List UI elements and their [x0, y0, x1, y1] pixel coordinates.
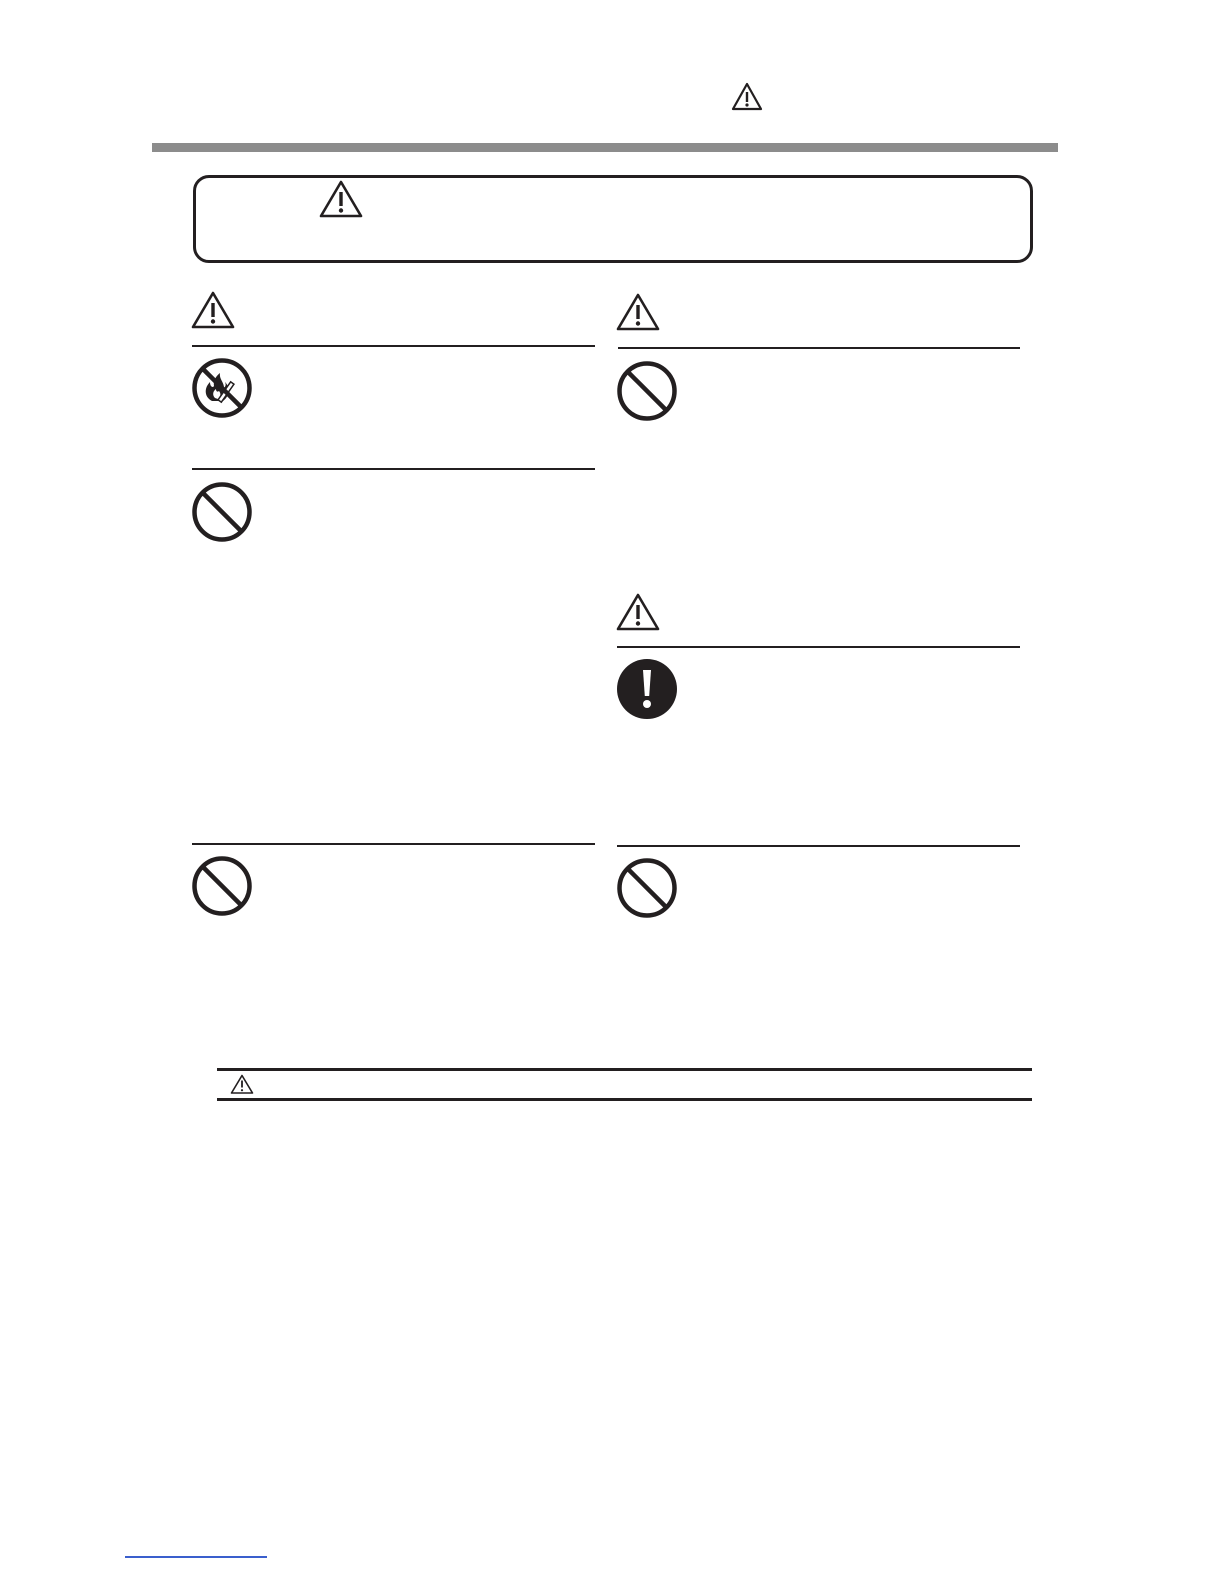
prohibited-circle-icon: [191, 481, 253, 543]
header-bar: [152, 143, 1058, 152]
left-divider-1: [192, 345, 595, 347]
note-warning-icon: [230, 1074, 254, 1095]
right-divider-2: [617, 646, 1020, 648]
prohibited-circle-icon: [191, 855, 253, 917]
prohibited-circle-icon: [616, 857, 678, 919]
right-divider-1: [618, 347, 1020, 349]
footer-link-underline[interactable]: [125, 1556, 267, 1558]
mandatory-exclamation-icon: [616, 658, 678, 720]
left-divider-3: [192, 843, 595, 845]
no-open-flame-icon: [191, 357, 253, 419]
right-section-warning-icon-1: [615, 292, 661, 332]
left-divider-2: [192, 468, 595, 470]
callout-warning-icon: [318, 179, 364, 219]
right-divider-3: [617, 845, 1020, 847]
prohibited-circle-icon: [616, 360, 678, 422]
right-section-warning-icon-2: [615, 592, 661, 632]
left-section-warning-icon: [190, 290, 236, 330]
note-bottom-rule: [217, 1098, 1032, 1101]
note-top-rule: [217, 1068, 1032, 1071]
page-header-warning-icon: [731, 82, 763, 112]
